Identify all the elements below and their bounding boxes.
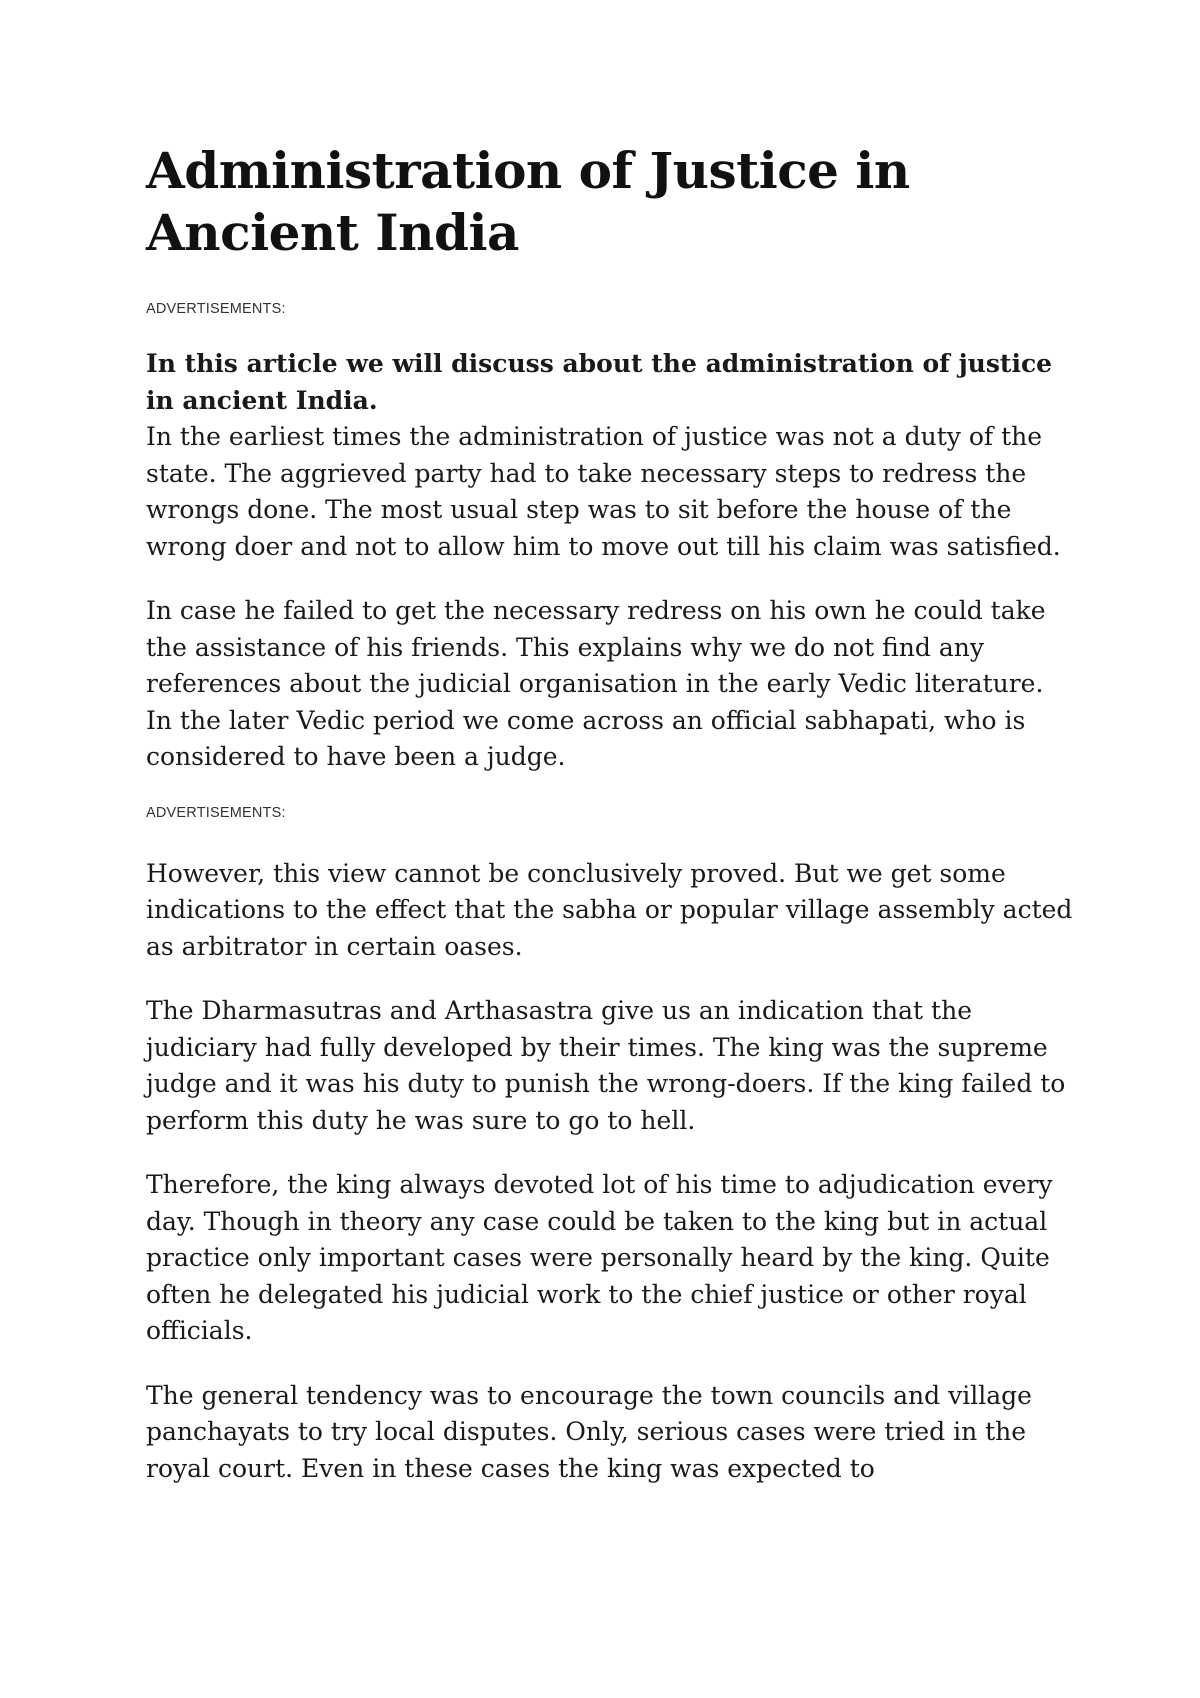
article-title: Administration of Justice in Ancient India — [146, 141, 910, 262]
paragraph: In the earliest times the administration of justice was not a duty of the state. The aggrieved party had to take necessary steps to redress the wrongs done. The most usual step was to sit before the house of the wrong doer and not to allow him to move out till his claim was satisfied. — [146, 422, 1061, 561]
paragraph: Therefore, the king always devoted lot of his time to adjudication every day. Though in theory any case could be taken to the king but in actual practice only important cases were personally heard by the king. Quite often he delegated his judicial work to the chief justice or other royal officials. — [146, 1170, 1053, 1345]
article-lead: In this article we will discuss about the administration of justice in ancient India. — [146, 349, 1053, 415]
advertisement-label: ADVERTISEMENTS: — [146, 804, 286, 821]
paragraph: In case he failed to get the necessary redress on his own he could take the assistance of his friends. This explains why we do not find any references about the judicial organisation in the early Vedic literature. In the later Vedic period we come across an official sabhapati, who is considered to have been a judge. — [146, 596, 1046, 771]
article-body — [146, 140, 1076, 1487]
paragraph: However, this view cannot be conclusively proved. But we get some indications to the effect that the sabha or popular village assembly acted as arbitrator in certain oases. — [146, 858, 1073, 961]
advertisement-label: ADVERTISEMENTS: — [146, 301, 286, 317]
paragraph: The Dharmasutras and Arthasastra give us an indication that the judiciary had fully developed by their times. The king was the supreme judge and it was his duty to punish the wrong-doers. If the king failed to perform this duty he was sure to go to hell. — [146, 996, 1066, 1135]
paragraph: The general tendency was to encourage the town councils and village panchayats to try local disputes. Only, serious cases were tried in the royal court. Even in these cases the king was expected to — [146, 1380, 1032, 1483]
